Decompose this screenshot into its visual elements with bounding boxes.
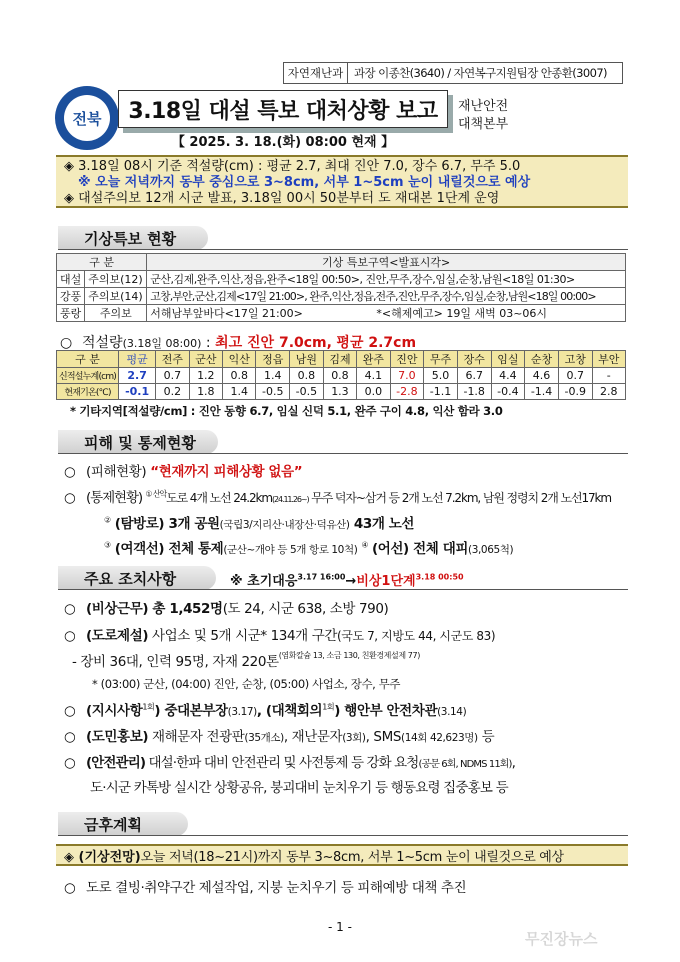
org-name [458,98,538,134]
table-row [57,254,626,271]
summary-line-1: ◈ 3.18일 08시 기준 적설량(cm) : 평균 2.7, 최대 진안 7.0, 장수 6.7, 무주 5.0 [64,159,521,174]
page-number: - 1 - [328,920,352,934]
plan-text: 도로 결빙·취약구간 제설작업, 지붕 눈치우기 등 피해예방 대책 추진 [86,880,467,896]
table-cell: 고창,부안,군산,김제<17일 21:00>, 완주,익산,정읍,전주,진안,무주,장수,임실,순창,남원<18일 00:00> [147,288,626,305]
table-cell-text: 서해남부앞바다<17일 21:00> [150,307,303,320]
instr-label: (지시사항 [86,703,143,719]
safety-label: (안전관리) [86,755,146,771]
trail-label: (탐방로) 3개 공원 [114,516,220,532]
circle-bullet-icon: ○ [64,755,75,771]
instr-sup2: 1회 [322,702,335,712]
table-header: 진안 [390,351,424,368]
table-cell: -1.1 [424,384,458,400]
pr-label: (도민홍보) [86,729,149,745]
table-cell: 1.8 [189,384,222,400]
summary-box [56,155,628,208]
table-header: 김제 [323,351,356,368]
ship-label: (여객선) 전체 통제 [114,541,224,557]
emergency-duty [64,597,388,617]
circle-bullet-icon: ○ [60,335,73,351]
control-small: (24.11.26~) [272,495,309,504]
table-header: 장수 [457,351,491,368]
forecast-label: ◈ (기상전망) [64,849,141,865]
jeonbuk-seal [55,86,119,150]
table-cell: 1.2 [189,368,222,384]
section-actions: 주요 조치사항 [58,566,216,590]
table-cell: 4.1 [357,368,390,384]
table-header: 전주 [156,351,189,368]
table-cell: 대설 [57,271,85,288]
section-weather: 기상특보 현황 [58,226,208,250]
row-label: 현재기온(℃) [57,384,119,400]
circle-bullet-icon: ○ [64,703,76,719]
pr-m2: , SMS [365,729,401,745]
pr-m1: , 재난문자 [283,729,343,745]
control-label: (통제현황) [86,490,143,506]
instructions [64,699,466,719]
stage-time-1: 3.17 16:00 [297,572,346,582]
table-cell: 1.4 [256,368,290,384]
table-cell-text: *<해제예고> 19일 새벽 03~06시 [376,307,548,320]
stage-note-label: ※ 초기대응 [230,574,298,589]
section-actions-rule [58,589,628,590]
snowfall-date: (3.18일 08:00) [122,337,202,350]
contact-dept: 자연재난과 [284,63,348,83]
table-row [57,368,626,384]
table-cell: -0.5 [256,384,290,400]
table-cell: 0.8 [323,368,356,384]
watermark: 무진장뉴스 [525,930,598,948]
table-header: 정읍 [256,351,290,368]
report-title: 3.18일 대설 특보 대처상황 보고 [118,90,448,128]
circle-bullet-icon: ○ [64,729,76,745]
snowfall-colon: : [201,335,216,351]
damage-label: (피해현황) [86,464,147,480]
section-damage: 피해 및 통제현황 [58,430,218,454]
trail-small: (국립3/지리산·내장산·덕유산) [219,519,350,531]
table-cell: 0.7 [558,368,592,384]
table-header: 부안 [592,351,625,368]
circle-bullet-icon: ○ [64,601,76,617]
report-date: 【 2025. 3. 18.(화) 08:00 현재 】 [171,135,395,150]
fishing-label: (어선) 전체 대피 [372,541,468,557]
table-cell: -0.4 [491,384,525,400]
table-cell: -1.4 [525,384,559,400]
duty-rest: (도 24, 시군 638, 소방 790) [222,601,389,617]
table-header: 순창 [525,351,559,368]
circle-bullet-icon: ○ [64,880,76,896]
table-cell: -0.9 [558,384,592,400]
road-small: (국도 7, 지방도 44, 시군도 83) [336,629,496,643]
section-plan: 금후계획 [58,812,188,836]
contact-box [283,62,623,84]
seal-text: 전북 [72,109,102,128]
org-line-1: 재난안전 [458,99,509,114]
weather-alert-table [56,253,626,322]
road-rest: 사업소 및 5개 시군* 134개 구간 [148,628,337,644]
table-header: 군산 [189,351,222,368]
safety-management [64,751,515,771]
snowfall-table [56,350,626,400]
other-regions-note: * 기타지역[적설량/cm] : 진안 동향 6.7, 임실 신덕 5.1, 완주 구이 4.8, 익산 함라 3.0 [70,404,503,418]
table-row [57,305,626,322]
table-header: 평균 [119,351,156,368]
instr-sup: 1회 [142,702,155,712]
pr-s2: (3회) [342,732,366,744]
org-line-2: 대책본부 [458,117,509,132]
pr-rest: 재해문자 전광판 [148,729,245,745]
forecast-text: 오늘 저녁(18~21시)까지 동부 3~8cm, 서부 1~5cm 눈이 내릴것으로 예상 [140,849,564,865]
table-header: 무주 [424,351,458,368]
table-cell: 주의보(14) [85,288,147,305]
table-cell: 2.7 [119,368,156,384]
table-cell: 강풍 [57,288,85,305]
seal-center [64,95,110,141]
table-cell: 0.7 [156,368,189,384]
stage-time-2: 3.18 00:50 [415,572,464,582]
table-cell: -1.8 [457,384,491,400]
table-cell: 2.8 [592,384,625,400]
instr-date: (3.17) [227,706,257,718]
table-cell: 0.8 [223,368,256,384]
safety-end: , [511,755,515,771]
public-relations [64,725,494,745]
snowfall-max: 최고 진안 7.0cm, [215,335,332,351]
table-header: 완주 [357,351,390,368]
table-row [57,288,626,305]
table-row [57,271,626,288]
table-cell: 주의보(12) [85,271,147,288]
pr-s3: (14회 42,623명) [401,732,478,744]
table-header: 고창 [558,351,592,368]
trail-control [104,512,414,532]
ship-small: (군산~개야 등 5개 항로 10척) [223,544,358,556]
plan-item [64,876,466,896]
table-cell: 0.2 [156,384,189,400]
table-cell: 풍랑 [57,305,85,322]
snowfall-avg: 평균 2.7cm [336,335,417,351]
trail-mark: ② [104,515,111,525]
damage-status [64,460,302,480]
control-mark: ① 산악 [145,489,167,499]
safety-small: (공문 6회, NDMS 11회) [418,759,512,770]
fishing-small: (3,065척) [468,544,514,556]
stage-name: 비상1단계 [356,574,416,589]
table-cell: 4.4 [491,368,525,384]
table-cell: -0.5 [290,384,324,400]
ship-control [104,537,513,557]
table-header: 남원 [290,351,324,368]
section-plan-rule [58,835,628,836]
circle-bullet-icon: ○ [64,490,75,506]
control-status [64,486,611,506]
table-header: 구 분 [57,254,147,271]
safety-management-cont: 도·시군 카톡방 실시간 상황공유, 붕괴대비 눈치우기 등 행동요령 집중홍보 등 [90,780,508,796]
table-cell: 5.0 [424,368,458,384]
table-cell: 0.0 [357,384,390,400]
summary-line-3: ◈ 대설주의보 12개 시군 발표, 3.18일 00시 50분부터 도 재대본 1단계 운영 [64,191,500,206]
actions-stage-note [230,570,464,589]
equipment-small: (염화칼슘 13, 소금 130, 친환경제설제 77) [278,651,420,660]
pr-end: 등 [477,729,495,745]
circle-bullet-icon: ○ [64,464,76,480]
instr-mid2: , (대책회의 [256,703,323,719]
pr-s1: (35개소) [244,732,284,744]
summary-line-2: ※ 오늘 저녁까지 동부 중심으로 3~8cm, 서부 1~5cm 눈이 내릴것으로 예상 [78,175,531,190]
instr-mid: ) 중대본부장 [154,703,228,719]
table-header: 임실 [491,351,525,368]
equipment-line [72,650,420,670]
table-cell: 4.6 [525,368,559,384]
table-row [57,384,626,400]
table-row [57,351,626,368]
damage-value: “현재까지 피해상황 없음” [150,464,303,480]
table-cell: 6.7 [457,368,491,384]
stage-arrow: → [345,574,357,589]
trail-rest: 43개 노선 [349,516,415,532]
table-header: 기상 특보구역<발표시각> [147,254,626,271]
table-cell: 군산,김제,완주,익산,정읍,완주<18일 00:50>, 진안,무주,장수,임실,순창,남원<18일 01:30> [147,271,626,288]
table-cell: 1.4 [223,384,256,400]
table-cell: 주의보 [85,305,147,322]
equipment-text: - 장비 36대, 인력 95명, 자재 220톤 [72,654,279,670]
section-damage-rule [58,453,628,454]
table-cell: 1.3 [323,384,356,400]
table-cell: -0.1 [119,384,156,400]
ship-mark: ③ [104,540,111,550]
table-cell [147,305,626,322]
table-header: 구 분 [57,351,119,368]
table-header: 익산 [223,351,256,368]
control-rest: 무주 덕자~삼거 등 2개 노선 7.2km, 남원 정령치 2개 노선17km [308,491,611,505]
duty-label: (비상근무) 총 1,452명 [86,601,223,617]
row-label: 신적설누계(cm) [57,368,119,384]
control-text: 도로 4개 노선 24.2km [166,491,272,505]
table-cell: - [592,368,625,384]
table-cell: 0.8 [290,368,324,384]
table-cell: -2.8 [390,384,424,400]
road-snow-removal [64,624,495,644]
road-label: (도로제설) [86,628,149,644]
contact-persons: 과장 이종찬(3640) / 자연복구지원팀장 안종환(3007) [354,66,607,80]
snowfall-heading [60,332,416,352]
table-cell: 7.0 [390,368,424,384]
instr-end: ) 행안부 안전차관 [334,703,438,719]
forecast-box [56,844,628,866]
fishing-mark: ④ [361,540,369,550]
section-weather-rule [58,249,628,250]
instr-date2: (3.14) [437,706,467,718]
snowfall-label: 적설량 [82,335,123,351]
circle-bullet-icon: ○ [64,628,76,644]
safety-rest: 대설·한파 대비 안전관리 및 사전통제 등 강화 요청 [145,755,419,771]
deploy-times: * (03:00) 군산, (04:00) 진안, 순창, (05:00) 사업소, 장수, 무주 [92,677,401,691]
